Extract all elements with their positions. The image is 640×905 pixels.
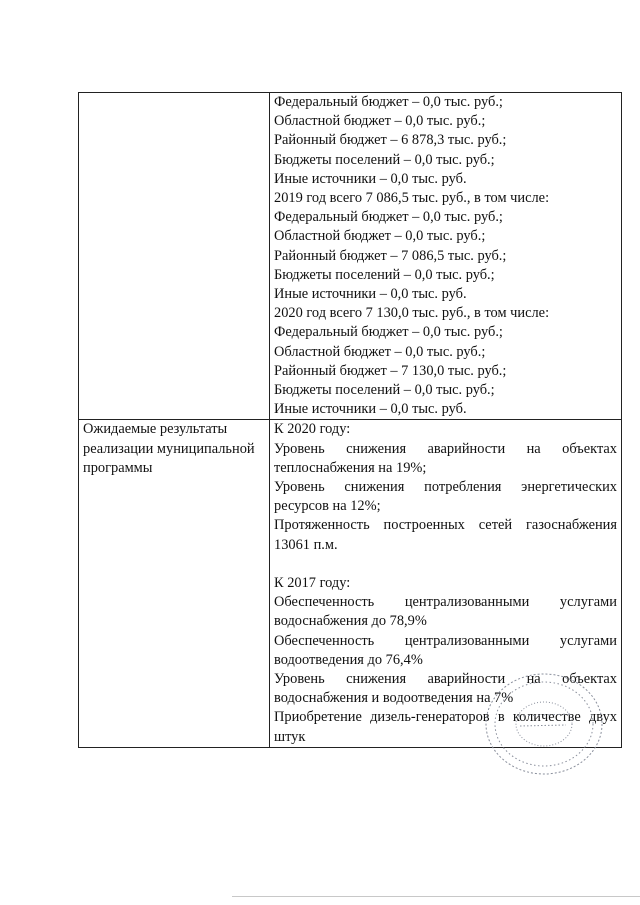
- funding-line: Областной бюджет – 0,0 тыс. руб.;: [274, 113, 486, 130]
- seal-text-line: [520, 725, 566, 726]
- scan-edge-line: [232, 896, 640, 897]
- program-passport-table: [78, 92, 622, 748]
- result-item: Приобретение дизель-генераторов в количестве двух штук: [274, 709, 617, 745]
- funding-line: Бюджеты поселений – 0,0 тыс. руб.;: [274, 382, 495, 399]
- funding-row: [79, 93, 622, 420]
- funding-line: Областной бюджет – 0,0 тыс. руб.;: [274, 228, 486, 245]
- results-label-cell: [79, 420, 270, 747]
- result-item: Уровень снижения аварийности на объектах водоснабжения и водоотведения на 7%: [274, 671, 617, 707]
- funding-line: Бюджеты поселений – 0,0 тыс. руб.;: [274, 266, 495, 283]
- funding-line: Районный бюджет – 7 130,0 тыс. руб.;: [274, 362, 507, 379]
- seal-outer-ring: [486, 674, 602, 774]
- results-heading-2017: К 2017 году:: [274, 575, 351, 592]
- funding-line: Областной бюджет – 0,0 тыс. руб.;: [274, 343, 486, 360]
- funding-year-line: 2019 год всего 7 086,5 тыс. руб., в том числе:: [274, 190, 550, 207]
- results-heading-2020: К 2020 году:: [274, 421, 351, 438]
- funding-line: Районный бюджет – 6 878,3 тыс. руб.;: [274, 132, 507, 149]
- seal-inner-ring: [495, 682, 593, 766]
- funding-line: Федеральный бюджет – 0,0 тыс. руб.;: [274, 324, 503, 341]
- funding-year-line: 2020 год всего 7 130,0 тыс. руб., в том числе:: [274, 305, 550, 322]
- funding-line: Иные источники – 0,0 тыс. руб.: [274, 286, 467, 303]
- funding-line: Бюджеты поселений – 0,0 тыс. руб.;: [274, 151, 495, 168]
- result-item: Обеспеченность централизованными услугами водоотведения до 76,4%: [274, 632, 617, 668]
- funding-line: Иные источники – 0,0 тыс. руб.: [274, 401, 467, 418]
- seal-text-line: [518, 714, 570, 716]
- funding-label-cell: [79, 93, 270, 420]
- result-item: Уровень снижения потребления энергетических ресурсов на 12%;: [274, 479, 617, 515]
- spacer: [274, 555, 617, 574]
- funding-line: Районный бюджет – 7 086,5 тыс. руб.;: [274, 247, 507, 264]
- result-item: Обеспеченность централизованными услугами водоснабжения до 78,9%: [274, 594, 617, 630]
- results-label: Ожидаемые результаты реализации муниципальной программы: [83, 421, 255, 476]
- result-item: Протяженность построенных сетей газоснабжения 13061 п.м.: [274, 517, 617, 553]
- official-seal-stamp: [478, 668, 608, 780]
- funding-line: Федеральный бюджет – 0,0 тыс. руб.;: [274, 209, 503, 226]
- result-item: Уровень снижения аварийности на объектах теплоснабжения на 19%;: [274, 440, 617, 476]
- funding-line: Федеральный бюджет – 0,0 тыс. руб.;: [274, 94, 503, 110]
- seal-center-ring: [516, 702, 572, 746]
- funding-values-cell: [270, 93, 622, 420]
- funding-line: Иные источники – 0,0 тыс. руб.: [274, 170, 467, 187]
